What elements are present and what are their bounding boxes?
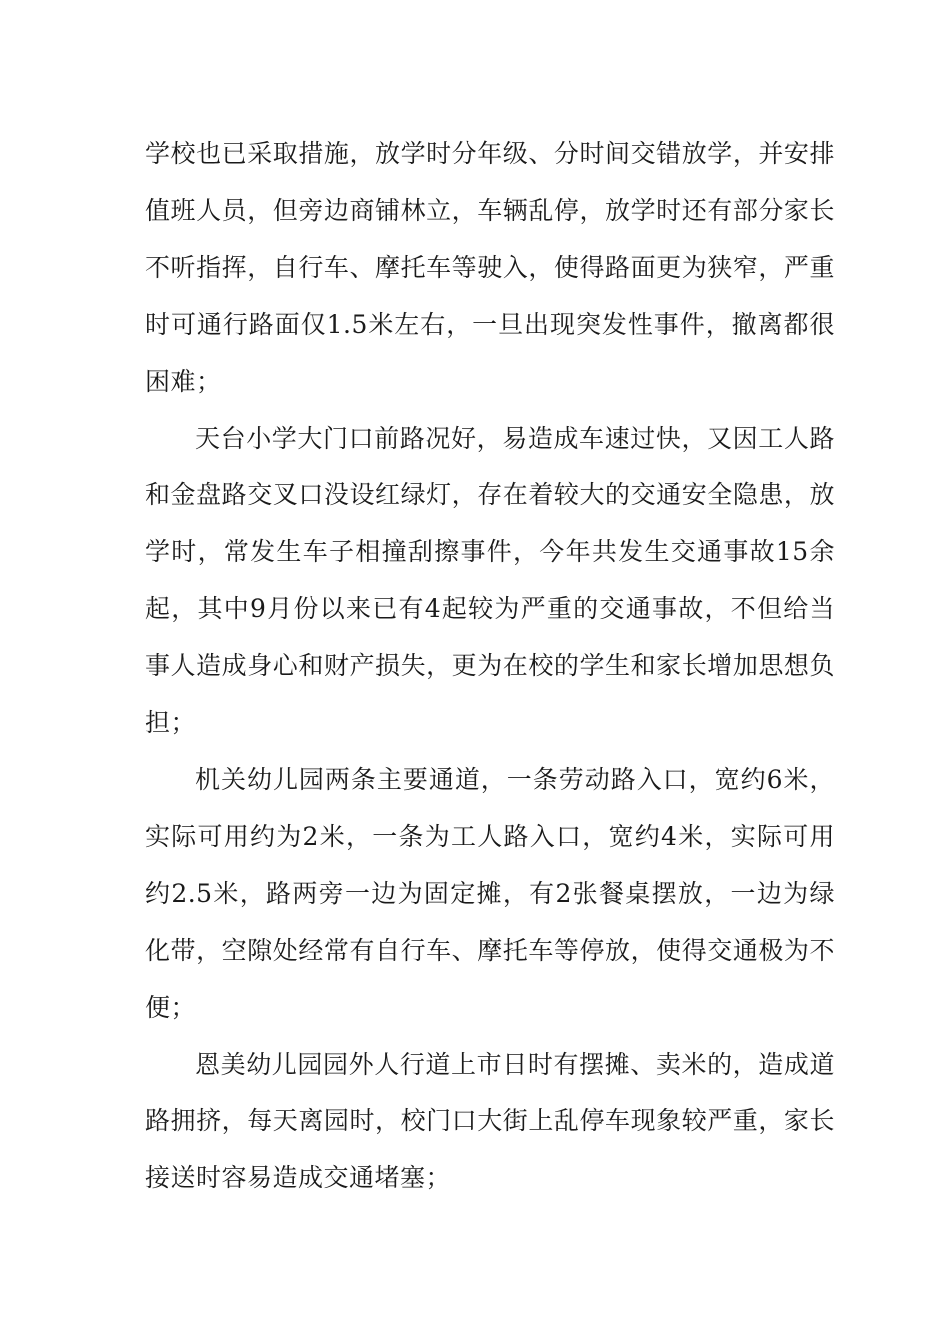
paragraph-enmei-kindergarten: 恩美幼儿园园外人行道上市日时有摆摊、卖米的，造成道路拥挤，每天离园时，校门口大街上乱停车现象较严重，家长接送时容易造成交通堵塞； <box>145 1049 835 1193</box>
paragraph-tiantai-primary: 天台小学大门口前路况好，易造成车速过快，又因工人路和金盘路交叉口没设红绿灯，存在着较大的交通安全隐患，放学时，常发生车子相撞刮擦事件，今年共发生交通事故15余起，其中9月份以来已有4起较为严重的交通事故，不但给当事人造成身心和财产损失，更为在校的学生和家长增加思想负担； <box>145 423 835 738</box>
paragraph-school-measures: 学校也已采取措施，放学时分年级、分时间交错放学，并安排值班人员，但旁边商铺林立，车辆乱停，放学时还有部分家长不听指挥，自行车、摩托车等驶入，使得路面更为狭窄，严重时可通行路面仅1.5米左右，一旦出现突发性事件，撤离都很困难； <box>145 139 835 396</box>
document-body <box>145 126 835 1207</box>
paragraph-government-kindergarten: 机关幼儿园两条主要通道，一条劳动路入口，宽约6米，实际可用约为2米，一条为工人路入口，宽约4米，实际可用约2.5米，路两旁一边为固定摊，有2张餐桌摆放，一边为绿化带，空隙处经常有自行车、摩托车等停放，使得交通极为不便； <box>145 764 835 1022</box>
